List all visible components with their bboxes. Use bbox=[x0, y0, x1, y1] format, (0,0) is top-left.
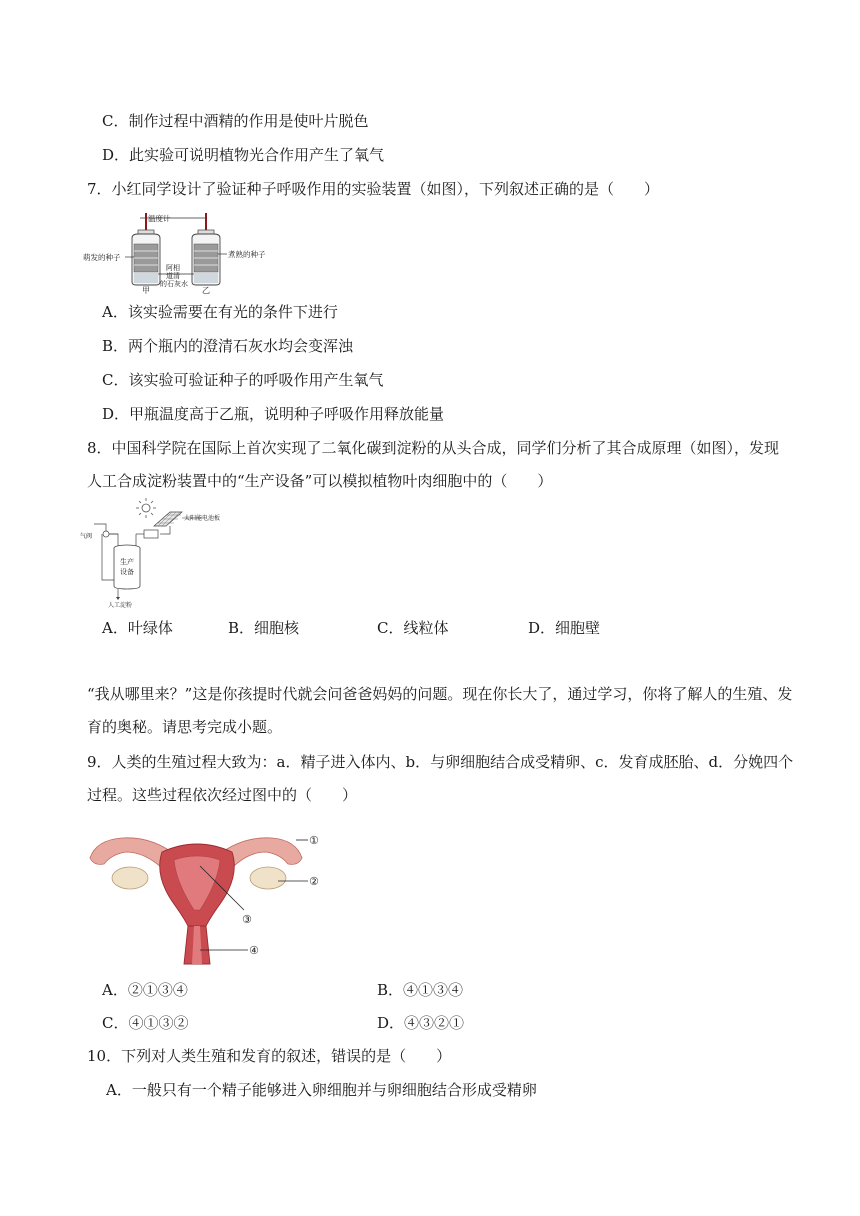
q8-option-d: D．细胞壁 bbox=[528, 619, 601, 637]
intro-line2: 育的奥秘。请思考完成小题。 bbox=[87, 718, 283, 736]
q7-label-cooked-seeds: 煮熟的种子 bbox=[228, 250, 266, 259]
q7-option-b: B．两个瓶内的澄清石灰水均会变浑浊 bbox=[102, 337, 354, 355]
q8-option-a: A．叶绿体 bbox=[102, 619, 173, 637]
q9-option-b: B．④①③④ bbox=[377, 981, 464, 999]
q8-stem-line1: 8．中国科学院在国际上首次实现了二氧化碳到淀粉的从头合成，同学们分析了其合成原理（如图），发现 bbox=[87, 439, 780, 457]
q7-seed-respiration-figure bbox=[80, 208, 280, 294]
q7-label-limewater-2: 道清 bbox=[166, 272, 180, 280]
right-ovary bbox=[250, 867, 286, 889]
sun-icon bbox=[136, 498, 156, 518]
q8-label-starch: 人工淀粉 bbox=[108, 602, 133, 609]
q8-label-equipment-2: 设备 bbox=[120, 568, 134, 576]
q9-label-4: ④ bbox=[249, 944, 259, 957]
q7-option-c: C．该实验可验证种子的呼吸作用产生氧气 bbox=[102, 371, 384, 389]
q9-female-reproductive-system-figure bbox=[82, 826, 332, 968]
q6-option-d: D．此实验可说明植物光合作用产生了氧气 bbox=[102, 146, 385, 164]
q9-label-1: ① bbox=[309, 834, 319, 847]
q9-option-c: C．④①③② bbox=[102, 1014, 189, 1032]
q8-option-b: B．细胞核 bbox=[228, 619, 300, 637]
q7-label-germinating-seeds: 萌发的种子 bbox=[83, 253, 121, 262]
q7-label-bottle-a: 甲 bbox=[142, 286, 150, 294]
q7-label-bottle-b: 乙 bbox=[202, 286, 210, 294]
q10-option-a: A．一般只有一个精子能够进入卵细胞并与卵细胞结合形成受精卵 bbox=[106, 1081, 537, 1099]
q8-solar-panel bbox=[154, 512, 182, 526]
q8-stem-line2: 人工合成淀粉装置中的“生产设备”可以模拟植物叶肉细胞中的（ ） bbox=[87, 472, 553, 490]
q7-stem: 7．小红同学设计了验证种子呼吸作用的实验装置（如图），下列叙述正确的是（ ） bbox=[87, 180, 660, 198]
q7-label-limewater-1: 阿相 bbox=[166, 264, 180, 272]
q9-stem-line1: 9．人类的生殖过程大致为：a．精子进入体内、b．与卵细胞结合成受精卵、c．发育成胚胎、d．分娩四个 bbox=[87, 753, 794, 771]
q8-label-valve: 气阀 bbox=[80, 533, 93, 540]
q6-option-c: C．制作过程中酒精的作用是使叶片脱色 bbox=[102, 112, 369, 130]
q7-option-a: A．该实验需要在有光的条件下进行 bbox=[102, 303, 338, 321]
q7-label-thermometer: 温度计 bbox=[148, 214, 171, 223]
q8-option-c: C．线粒体 bbox=[377, 619, 449, 637]
intro-line1: “我从哪里来？”这是你孩提时代就会问爸爸妈妈的问题。现在你长大了，通过学习，你将了解人的生殖、发 bbox=[87, 685, 793, 703]
q8-production-equipment bbox=[114, 545, 140, 589]
q9-label-3: ③ bbox=[242, 913, 252, 926]
q8-starch-synthesis-figure bbox=[78, 496, 238, 610]
q9-option-a: A．②①③④ bbox=[102, 981, 188, 999]
q7-label-limewater-3: 的石灰水 bbox=[160, 280, 188, 288]
q7-bottle-b bbox=[192, 213, 220, 285]
q9-stem-line2: 过程。这些过程依次经过图中的（ ） bbox=[87, 786, 358, 804]
left-ovary bbox=[112, 867, 148, 889]
q7-bottle-a bbox=[132, 213, 160, 285]
q9-label-2: ② bbox=[309, 875, 319, 888]
q8-label-solar-panel: 太阳能电池板 bbox=[184, 515, 221, 522]
q10-stem: 10．下列对人类生殖和发育的叙述，错误的是（ ） bbox=[87, 1047, 452, 1065]
q9-option-d: D．④③②① bbox=[377, 1014, 465, 1032]
q8-label-equipment-1: 生产 bbox=[120, 558, 134, 566]
q7-option-d: D．甲瓶温度高于乙瓶，说明种子呼吸作用释放能量 bbox=[102, 405, 445, 423]
